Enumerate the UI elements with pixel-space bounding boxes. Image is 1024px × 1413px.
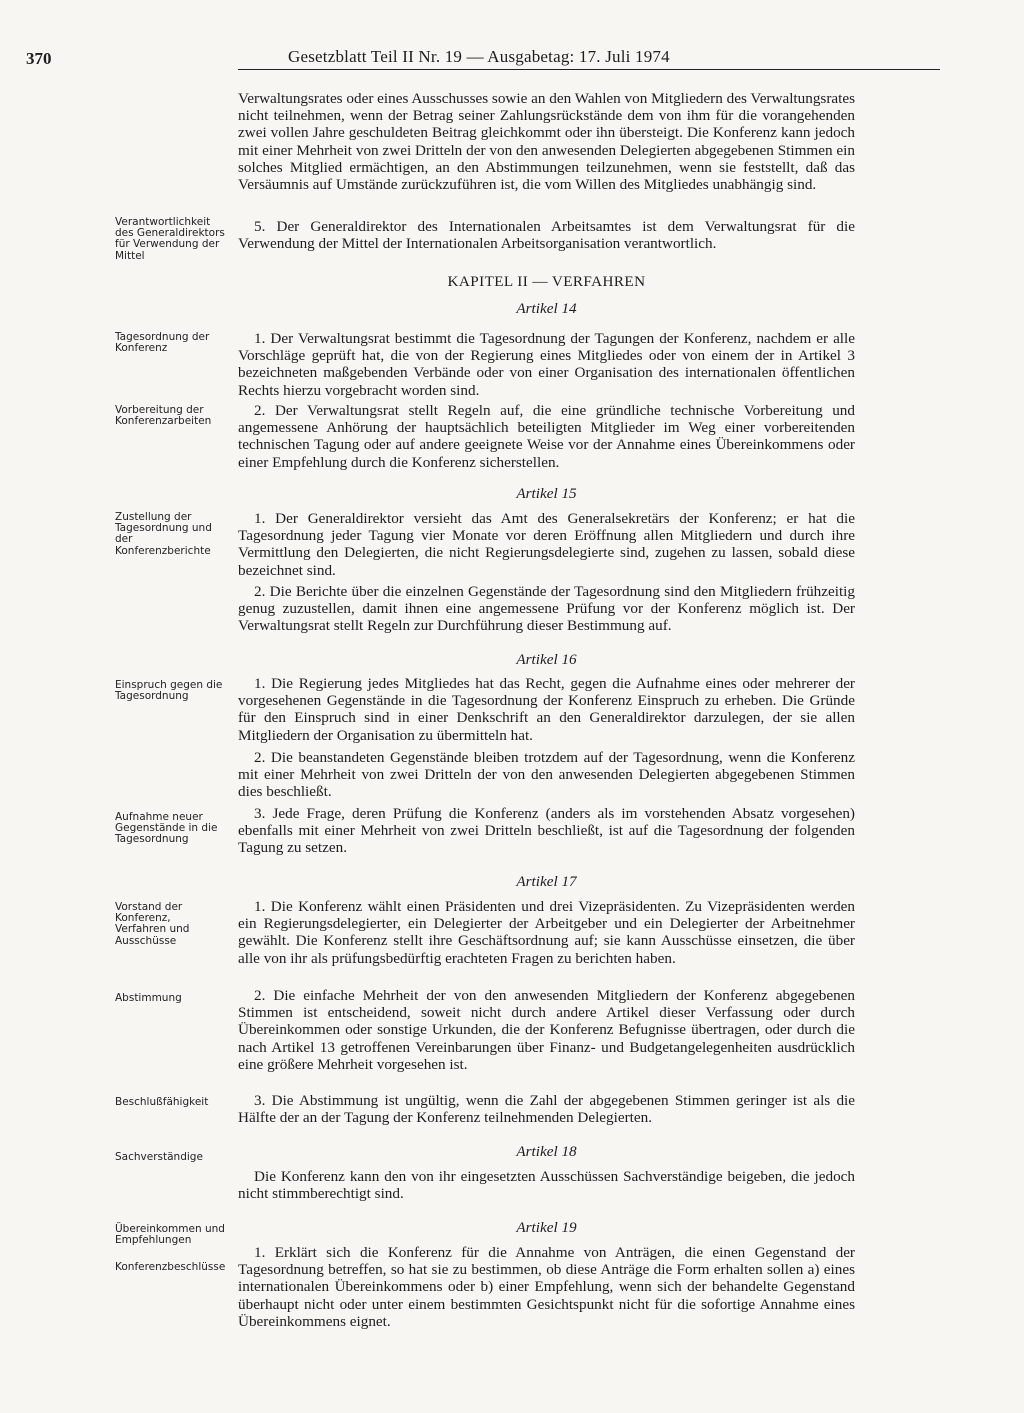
margin-note: Verantwortlichkeit des Generaldirektors für Verwendung der Mittel <box>115 216 225 262</box>
margin-note: Abstimmung <box>115 992 182 1004</box>
paragraph: 1. Die Konferenz wählt einen Präsidenten und drei Vizepräsidenten. Zu Vizepräsidenten werden ein Regierungsdelegierter, ein Delegierter der Arbeitgeber und ein Delegierter der Arbeitnehmer gewählt. Die Konferenz stellt ihre Geschäftsordnung auf; sie kann Ausschüsse einsetzen, die über alle von ihr als prüfungsbedürftig erachteten Fragen zu berichten haben. <box>238 898 855 967</box>
margin-note: Beschlußfähigkeit <box>115 1096 209 1108</box>
paragraph: 2. Die beanstandeten Gegenstände bleiben trotzdem auf der Tagesordnung, wenn die Konferenz mit einer Mehrheit von zwei Dritteln der von den anwesenden Delegierten abgegebenen Stimmen dies beschließt. <box>238 749 855 801</box>
margin-note: Konferenzbeschlüsse <box>115 1261 226 1273</box>
paragraph: 3. Jede Frage, deren Prüfung die Konferenz (anders als im vorstehenden Absatz vorgesehen) ebenfalls mit einer Mehrheit von zwei Dritteln beschließt, ist auf die Tagesordnung der folgenden Tagung zu setzen. <box>238 805 855 857</box>
margin-note: Sachverständige <box>115 1151 203 1163</box>
margin-note: Vorstand der Konferenz, Verfahren und Ausschüsse <box>115 901 190 947</box>
paragraph: 2. Die einfache Mehrheit der von den anwesenden Mitgliedern der Konferenz abgegebenen Stimmen ist entscheidend, soweit nicht durch andere Artikel dieser Verfassung oder durch Übereinkommen oder sonstige Urkunden, die der Konferenz Befugnisse übertragen, oder durch die nach Artikel 13 getroffenen Vereinbarungen über Finanz- und Budgetangelegenheiten ausdrücklich eine größere Mehrheit vorgesehen ist. <box>238 987 855 1073</box>
article-heading: Artikel 16 <box>516 651 577 668</box>
margin-note: Übereinkommen und Empfehlungen <box>115 1223 225 1247</box>
paragraph: 1. Der Verwaltungsrat bestimmt die Tagesordnung der Tagungen der Konferenz, nachdem er alle Vorschläge geprüft hat, die von der Regierung eines Mitgliedes oder von einem der in Artikel 3 bezeichneten maßgebenden Verbände oder von einer Organisation des internationalen öffentlichen Rechts hierzu vorgebracht worden sind. <box>238 330 855 399</box>
page-number: 370 <box>26 49 52 68</box>
paragraph: 1. Die Regierung jedes Mitgliedes hat das Recht, gegen die Aufnahme eines oder mehrerer der vorgesehenen Gegenstände in die Tagesordnung der Konferenz Einspruch zu erheben. Die Gründe für den Einspruch sind in einer Denkschrift an den Generaldirektor darzulegen, der sie allen Mitgliedern der Organisation zu übermitteln hat. <box>238 675 855 744</box>
margin-note: Vorbereitung der Konferenzarbeiten <box>115 404 212 428</box>
article-heading: Artikel 15 <box>516 485 577 502</box>
paragraph: Verwaltungsrates oder eines Ausschusses sowie an den Wahlen von Mitgliedern des Verwaltungsrates nicht teilnehmen, wenn der Betrag seiner Zahlungsrückstände dem von ihm für die vorangehenden zwei vollen Jahre geschuldeten Beitrag gleichkommt oder ihn übersteigt. Die Konferenz kann jedoch mit einer Mehrheit von zwei Dritteln der von den anwesenden Delegierten abgegebenen Stimmen ein solches Mitglied ermächtigen, an den Abstimmungen teilzunehmen, wenn sie feststellt, daß das Versäumnis auf Umstände zurückzuführen ist, die vom Willen des Mitgliedes unabhängig sind. <box>238 90 855 194</box>
paragraph: 2. Der Verwaltungsrat stellt Regeln auf, die eine gründliche technische Vorbereitung und angemessene Anhörung der hauptsächlich beteiligten Mitglieder im Weg einer vorbereitenden technischen Tagung oder auf andere geeignete Weise vor der Annahme eines Übereinkommens oder einer Empfehlung durch die Konferenz sicherstellen. <box>238 402 855 471</box>
article-heading: Artikel 19 <box>516 1219 577 1236</box>
running-head: Gesetzblatt Teil II Nr. 19 — Ausgabetag: 17. Juli 1974 <box>288 47 670 66</box>
article-heading: Artikel 17 <box>516 873 577 890</box>
chapter-title: KAPITEL II — VERFAHREN <box>447 273 646 290</box>
paragraph: Die Konferenz kann den von ihr eingesetzten Ausschüssen Sachverständige beigeben, die jedoch nicht stimmberechtigt sind. <box>238 1168 855 1203</box>
margin-note: Einspruch gegen die Tagesordnung <box>115 679 223 703</box>
margin-note: Tagesordnung der Konferenz <box>115 331 210 355</box>
margin-note: Zustellung der Tagesordnung und der Konferenzberichte <box>115 511 212 557</box>
paragraph: 1. Erklärt sich die Konferenz für die Annahme von Anträgen, die einen Gegenstand der Tagesordnung betreffen, so hat sie zu bestimmen, ob diese Anträge die Form erhalten sollen a) eines internationalen Übereinkommens oder b) einer Empfehlung, wenn sich der behandelte Gegenstand überhaupt nicht oder unter einem bestimmten Gesichtspunkt nicht für die sofortige Annahme eines Übereinkommens eignet. <box>238 1244 855 1330</box>
paragraph: 5. Der Generaldirektor des Internationalen Arbeitsamtes ist dem Verwaltungsrat für die Verwendung der Mittel der Internationalen Arbeitsorganisation verantwortlich. <box>238 218 855 253</box>
paragraph: 2. Die Berichte über die einzelnen Gegenstände der Tagesordnung sind den Mitgliedern frühzeitig genug zuzustellen, damit ihnen eine angemessene Prüfung vor der Konferenz möglich ist. Der Verwaltungsrat stellt Regeln zur Durchführung dieser Bestimmung auf. <box>238 583 855 635</box>
paragraph: 1. Der Generaldirektor versieht das Amt des Generalsekretärs der Konferenz; er hat die Tagesordnung jeder Tagung vier Monate vor deren Eröffnung allen Mitgliedern und durch ihre Vermittlung den Delegierten, die nicht Regierungsdelegierte sind, zugehen zu lassen, sobald diese bezeichnet sind. <box>238 510 855 579</box>
article-heading: Artikel 18 <box>516 1143 577 1160</box>
margin-note: Aufnahme neuer Gegenstände in die Tagesordnung <box>115 811 218 846</box>
paragraph: 3. Die Abstimmung ist ungültig, wenn die Zahl der abgegebenen Stimmen geringer ist als die Hälfte der an der Tagung der Konferenz teilnehmenden Delegierten. <box>238 1092 855 1127</box>
article-heading: Artikel 14 <box>516 300 577 317</box>
header-rule <box>238 69 940 70</box>
